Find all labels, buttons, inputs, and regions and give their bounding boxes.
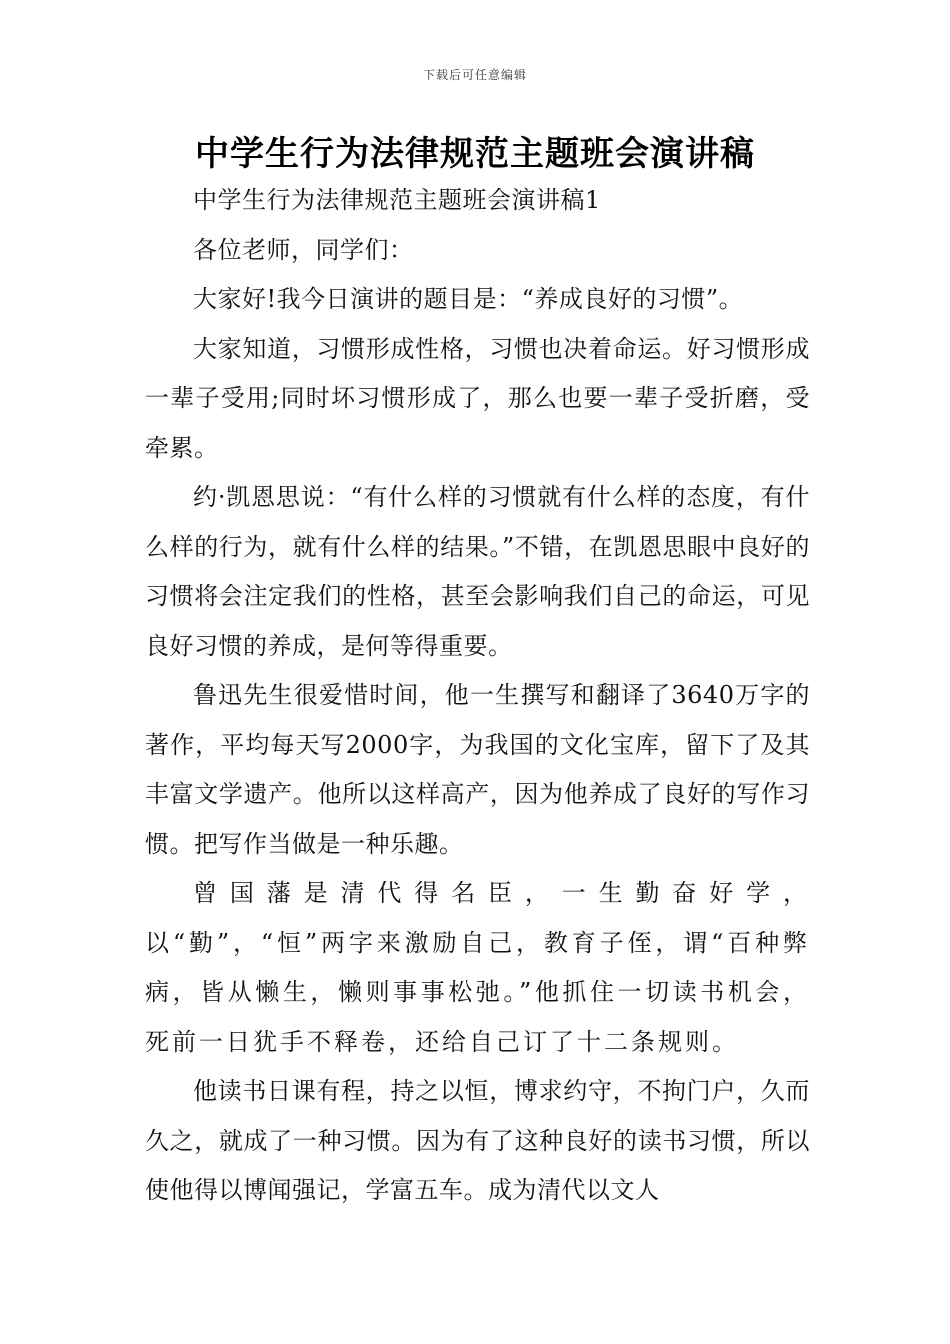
header-note: 下载后可任意编辑 (422, 68, 527, 82)
paragraph-reading-habit: 他读书日课有程，持之以恒，博求约守，不拘门户，久而久之，就成了一种习惯。因为有了这种良好的读书习惯，所以使他得以博闻强记，学富五车。成为清代以文人 (145, 1077, 810, 1204)
paragraph-subtitle: 中学生行为法律规范主题班会演讲稿1 (193, 186, 601, 214)
paragraph-keynes-quote: 约·凯恩思说：“有什么样的习惯就有什么样的态度，有什么样的行为，就有什么样的结果。”不错，在凯恩思眼中良好的习惯将会注定我们的性格，甚至会影响我们自己的命运，可见良好习惯的养成，是何等得重要。 (145, 483, 810, 660)
paragraph-habits-intro: 大家知道，习惯形成性格，习惯也决着命运。好习惯形成一辈子受用;同时坏习惯形成了，那么也要一辈子受折磨，受牵累。 (145, 334, 810, 462)
document-title: 中学生行为法律规范主题班会演讲稿 (195, 134, 755, 174)
paragraph-salutation: 各位老师，同学们： (193, 235, 414, 264)
paragraph-luxun: 鲁迅先生很爱惜时间，他一生撰写和翻译了3640万字的著作，平均每天写2000字，为我国的文化宝库，留下了及其丰富文学遗产。他所以这样高产，因为他养成了良好的写作习惯。把写作当做是一种乐趣。 (145, 681, 810, 858)
document-body (145, 176, 810, 1216)
paragraph-zeng-guofan: 曾国藩是清代得名臣，一生勤奋好学，以“勤”，“恒”两字来激励自己，教育子侄，谓“百种弊病，皆从懒生，懒则事事松弛。”他抓住一切读书机会，死前一日犹手不释卷，还给自己订了十二条规则。 (145, 879, 810, 1056)
paragraph-greeting: 大家好!我今日演讲的题目是：“养成良好的习惯”。 (193, 285, 744, 313)
